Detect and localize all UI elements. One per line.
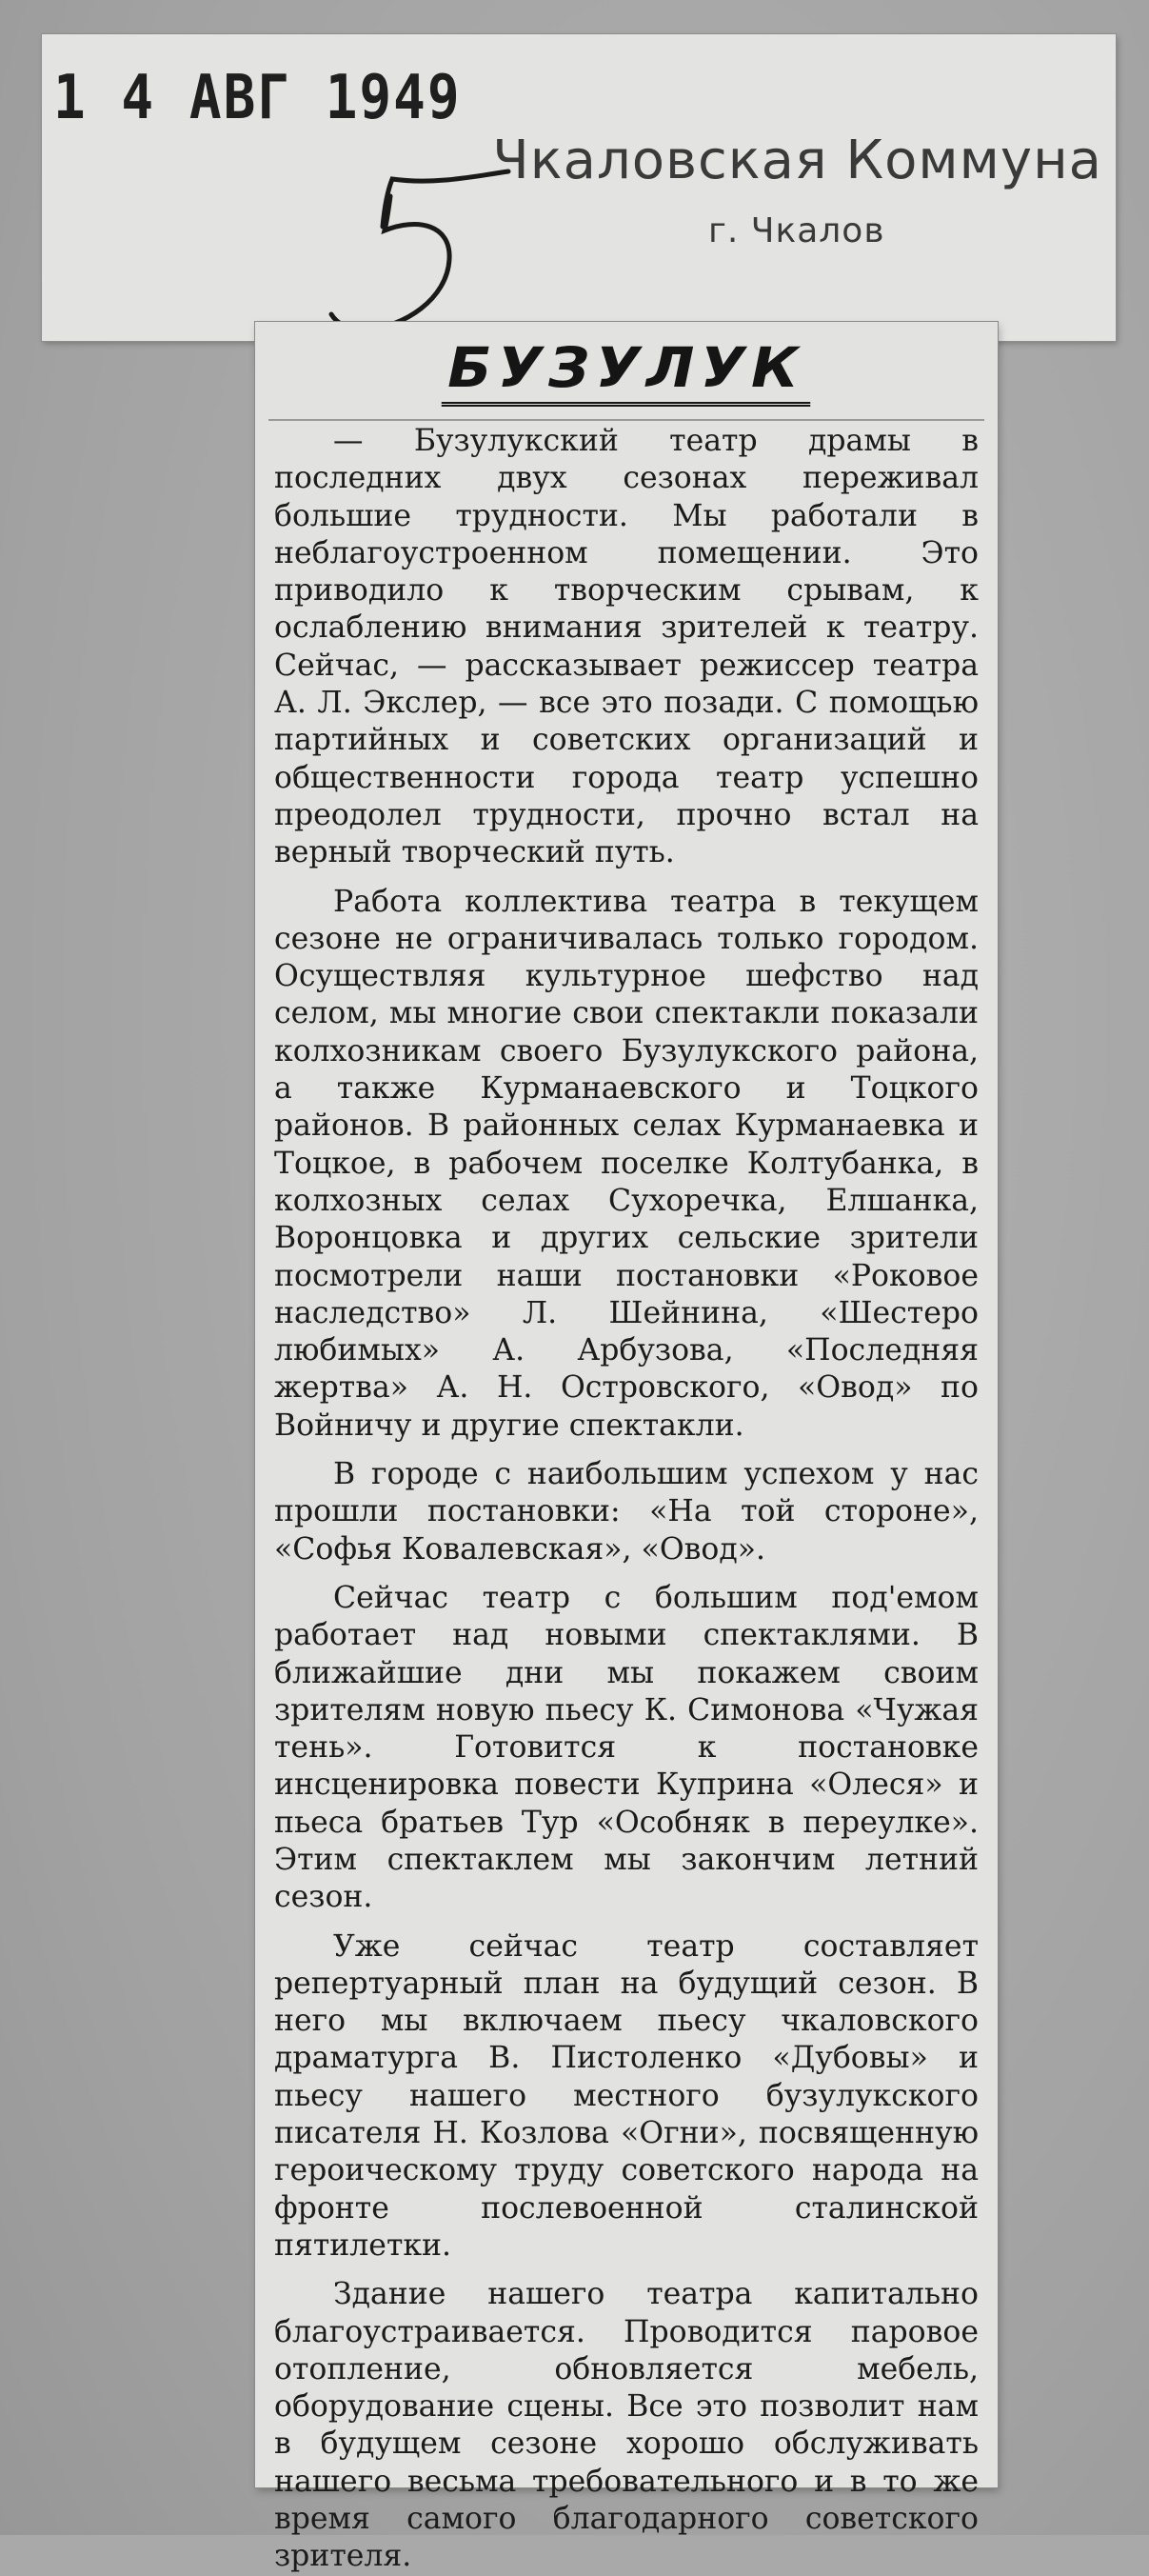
article-paragraph: Уже сейчас театр составляет репертуарный план на будущий сезон. В него мы включаем пьесу чкаловского драматурга В. Пистоленко «Дубовы» и пьесу нашего местного бузулукского писателя Н. Козлова «Огни», посвященную героическому труду советского народа на фронте послевоенной сталинской пятилетки. (274, 1928, 979, 2263)
article-paragraph: Здание нашего театра капитально благоустраивается. Проводится паровое отопление, обновляется мебель, оборудование сцены. Все это позволит нам в будущем сезоне хорошо обслуживать нашего весьма требовательного и в то же время самого благодарного советского зрителя. (274, 2277, 979, 2574)
publication-city: г. Чкалов (708, 211, 885, 250)
archive-header-slip (42, 34, 1116, 341)
article-paragraph: В городе с наибольшим успехом у нас прошли постановки: «На той стороне», «Софья Ковалевская», «Овод». (274, 1457, 979, 1567)
article-paragraph: Сейчас театр с большим под'емом работает над новыми спектаклями. В ближайшие дни мы покажем своим зрителям новую пьесу К. Симонова «Чужая тень». Готовится к постановке инсценировка повести Куприна «Олеся» и пьеса братьев Тур «Особняк в переулке». Этим спектаклем мы закончим летний сезон. (274, 1580, 979, 1915)
publication-name: Чкаловская Коммуна (492, 130, 1102, 191)
date-stamp: 1 4 АВГ 1949 (53, 62, 462, 133)
headline-rule (268, 419, 984, 421)
article-title: БУЗУЛУК (442, 335, 811, 407)
article-body (274, 423, 979, 2576)
article-paragraph: — Бузулукский театр драмы в последних двух сезонах переживал большие трудности. Мы работали в неблагоустроенном помещении. Это приводило к творческим срывам, к ослаблению внимания зрителей к театру. Сейчас, — рассказывает режиссер театра А. Л. Экслер, — все это позади. С помощью партийных и советских организаций и общественности города театр успешно преодолел трудности, прочно встал на верный творческий путь. (274, 424, 979, 870)
article-paragraph: Работа коллектива театра в текущем сезоне не ограничивалась только городом. Осуществляя культурное шефство над селом, мы многие свои спектакли показали колхозникам своего Бузулукского района, а также Курманаевского и Тоцкого районов. В районных селах Курманаевка и Тоцкое, в рабочем поселке Колтубанка, в колхозных селах Сухоречка, Елшанка, Воронцовка и других сельские зрители посмотрели наши постановки «Роковое наследство» Л. Шейнина, «Шестеро любимых» А. Арбузова, «Последняя жертва» А. Н. Островского, «Овод» по Войничу и другие спектакли. (274, 884, 979, 1443)
newspaper-clipping (255, 322, 998, 2574)
article-headline (255, 335, 998, 407)
